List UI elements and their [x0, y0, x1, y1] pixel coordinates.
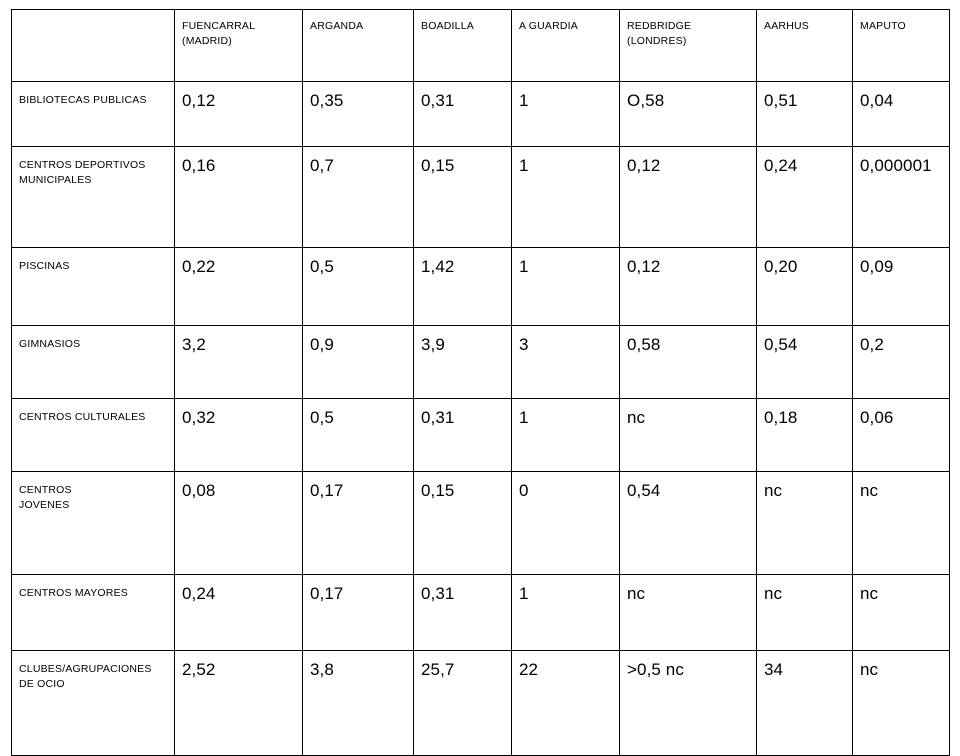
column-header-maputo — [853, 10, 950, 82]
cell-value: nc — [757, 472, 853, 575]
cell-value: 0,17 — [303, 472, 414, 575]
cell-value: 0,2 — [853, 326, 950, 399]
cell-value: 0,12 — [620, 147, 757, 248]
column-header-boadilla — [414, 10, 512, 82]
cell-value: nc — [853, 651, 950, 756]
cell-value: 3 — [512, 326, 620, 399]
column-header-line1: MAPUTO — [860, 20, 906, 32]
row-label-line1: CENTROS CULTURALES — [19, 411, 146, 423]
row-label-piscinas — [12, 248, 175, 326]
row-label-centros-culturales — [12, 399, 175, 472]
table-row — [12, 248, 950, 326]
cell-value: 0,16 — [175, 147, 303, 248]
row-label-line1: BIBLIOTECAS PUBLICAS — [19, 94, 147, 106]
cell-value: 3,9 — [414, 326, 512, 399]
column-header-line1: BOADILLA — [421, 20, 474, 32]
cell-value: nc — [757, 575, 853, 651]
cell-value: 0,15 — [414, 472, 512, 575]
cell-value: 0,12 — [620, 248, 757, 326]
cell-value: 0,18 — [757, 399, 853, 472]
cell-value: nc — [853, 575, 950, 651]
cell-value: 0,51 — [757, 82, 853, 147]
cell-value: 1 — [512, 399, 620, 472]
row-label-line1: GIMNASIOS — [19, 338, 81, 350]
cell-value: nc — [620, 575, 757, 651]
cell-value: 0,24 — [175, 575, 303, 651]
column-header-line2: (MADRID) — [182, 35, 233, 47]
row-label-line1: PISCINAS — [19, 260, 70, 272]
cell-value: 0,09 — [853, 248, 950, 326]
cell-value: 2,52 — [175, 651, 303, 756]
table-header — [12, 10, 950, 82]
row-label-line2: JOVENES — [19, 499, 70, 511]
cell-value: 0,31 — [414, 399, 512, 472]
cell-value: 0,17 — [303, 575, 414, 651]
row-label-centros-mayores — [12, 575, 175, 651]
equipment-ratio-table — [11, 9, 950, 756]
cell-value: 0,06 — [853, 399, 950, 472]
cell-value: 0,24 — [757, 147, 853, 248]
cell-value: 0,54 — [757, 326, 853, 399]
cell-value: >0,5 nc — [620, 651, 757, 756]
table-row — [12, 575, 950, 651]
table-row — [12, 651, 950, 756]
table-row — [12, 472, 950, 575]
table-row — [12, 82, 950, 147]
cell-value: 1 — [512, 248, 620, 326]
cell-value: 3,2 — [175, 326, 303, 399]
cell-value: 1,42 — [414, 248, 512, 326]
row-label-line2: DE OCIO — [19, 678, 65, 690]
cell-value: 1 — [512, 147, 620, 248]
cell-value: 0,20 — [757, 248, 853, 326]
column-header-a-guardia — [512, 10, 620, 82]
row-label-line1: CENTROS DEPORTIVOS — [19, 159, 146, 171]
cell-value: 22 — [512, 651, 620, 756]
cell-value: 0,08 — [175, 472, 303, 575]
row-label-line1: CENTROS — [19, 484, 72, 496]
table-row — [12, 326, 950, 399]
cell-value: 0,12 — [175, 82, 303, 147]
table-row — [12, 399, 950, 472]
table-corner-cell — [12, 10, 175, 82]
row-label-clubes-agrupaciones-de-ocio — [12, 651, 175, 756]
cell-value: 25,7 — [414, 651, 512, 756]
column-header-line2: (LONDRES) — [627, 35, 687, 47]
cell-value: 0,31 — [414, 575, 512, 651]
cell-value: 1 — [512, 575, 620, 651]
cell-value: 0,7 — [303, 147, 414, 248]
column-header-line1: AARHUS — [764, 20, 809, 32]
cell-value: 0,35 — [303, 82, 414, 147]
cell-value: 0 — [512, 472, 620, 575]
column-header-arganda — [303, 10, 414, 82]
cell-value: 0,5 — [303, 248, 414, 326]
row-label-line1: CENTROS MAYORES — [19, 587, 128, 599]
table-row — [12, 147, 950, 248]
cell-value: 34 — [757, 651, 853, 756]
cell-value: nc — [620, 399, 757, 472]
column-header-line1: ARGANDA — [310, 20, 364, 32]
cell-value: 0,000001 — [853, 147, 950, 248]
cell-value: 0,9 — [303, 326, 414, 399]
cell-value: nc — [853, 472, 950, 575]
cell-value: 3,8 — [303, 651, 414, 756]
cell-value: 0,31 — [414, 82, 512, 147]
table-body — [12, 82, 950, 756]
cell-value: 0,58 — [620, 326, 757, 399]
column-header-line1: REDBRIDGE — [627, 20, 692, 32]
row-label-bibliotecas-publicas — [12, 82, 175, 147]
row-label-centros-deportivos-municipales — [12, 147, 175, 248]
cell-value: 1 — [512, 82, 620, 147]
cell-value: 0,22 — [175, 248, 303, 326]
column-header-aarhus — [757, 10, 853, 82]
row-label-gimnasios — [12, 326, 175, 399]
row-label-centros-jovenes — [12, 472, 175, 575]
cell-value: 0,54 — [620, 472, 757, 575]
cell-value: 0,04 — [853, 82, 950, 147]
row-label-line2: MUNICIPALES — [19, 174, 92, 186]
column-header-line1: A GUARDIA — [519, 20, 578, 32]
cell-value: 0,32 — [175, 399, 303, 472]
column-header-line1: FUENCARRAL — [182, 20, 256, 32]
cell-value: O,58 — [620, 82, 757, 147]
cell-value: 0,5 — [303, 399, 414, 472]
cell-value: 0,15 — [414, 147, 512, 248]
column-header-redbridge — [620, 10, 757, 82]
table-header-row — [12, 10, 950, 82]
column-header-fuencarral — [175, 10, 303, 82]
row-label-line1: CLUBES/AGRUPACIONES — [19, 663, 152, 675]
